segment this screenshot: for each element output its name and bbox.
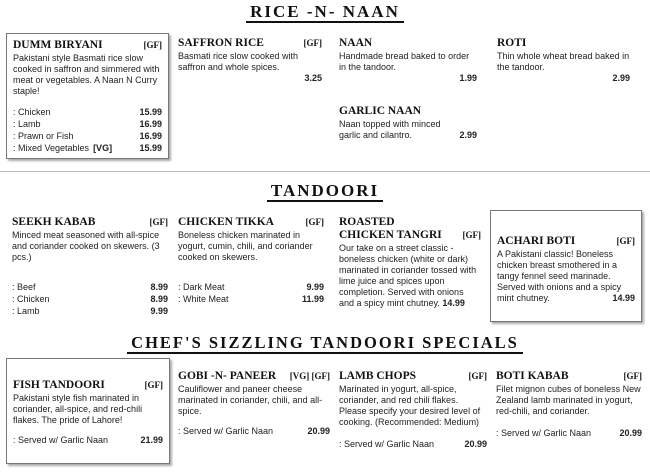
option-row: : Lamb 9.99 [12,306,168,316]
option-row: : Dark Meat 9.99 [178,282,324,292]
item-description: Cauliflower and paneer cheese marinated in coriander, chili, and all-spice. [178,384,323,416]
menu-item-garlic-naan: GARLIC NAAN Naan topped with minced garlic and cilantro. 2.99 [339,105,477,140]
menu-item-saffron-rice: SAFFRON RICE [GF] Basmati rice slow cooked with saffron and whole spices. 3.25 [178,37,322,83]
option-row: : Prawn or Fish 16.99 [13,131,162,141]
section-title-specials: CHEF'S SIZZLING TANDOORI SPECIALS [0,333,650,353]
menu-item-seekh-kabab: SEEKH KABAB [GF] Minced meat seasoned with all-spice and coriander cooked on skewers. (3 pcs.) : Beef 8.99 : Chicken 8.99 : Lamb 9.99 [12,216,168,316]
menu-item-boti-kabab: BOTI KABAB [GF] Filet mignon cubes of boneless New Zealand lamb marinated in yogurt, red-chili, and coriander. : Served w/ Garlic Naan 20.99 [496,370,642,438]
item-price: 1.99 [459,73,477,83]
option-row: : Beef 8.99 [12,282,168,292]
item-description: Thin whole wheat bread baked in the tandoor. [497,51,630,72]
menu-item-chicken-tikka: CHICKEN TIKKA [GF] Boneless chicken marinated in yogurt, cumin, chili, and coriander cooked on skewers. : Dark Meat 9.99 : White Meat 11.99 [178,216,324,304]
menu-item-roasted-chicken-tangri: ROASTED CHICKEN TANGRI [GF] Our take on a street classic - boneless chicken (white or dark) marinated in coriander tossed with lime juice and spices upon completion. Served with onions and a spicy mint chutney. 14.99 [339,216,481,308]
menu-item-fish-tandoori: FISH TANDOORI [GF] Pakistani style fish marinated in coriander, all-spice, and red-chili flakes. The pride of Lahore! : Served w/ Garlic Naan 21.99 [6,358,170,464]
dietary-tag: [GF] [143,40,162,50]
option-row: : Mixed Vegetables [VG] 15.99 [13,143,162,153]
item-price: 20.99 [464,439,487,449]
item-description: Marinated in yogurt, all-spice, coriander, and red chili flakes. Please specify your desired level of cooking. (Recommended: Medium) [339,384,481,427]
item-description: Boneless chicken marinated in yogurt, cumin, chili, and coriander cooked on skewers. [178,230,313,262]
item-price: 2.99 [612,73,630,83]
price-options [13,106,162,154]
item-price: 2.99 [459,130,477,140]
menu-item-gobi-n-paneer: GOBI -N- PANEER [VG] [GF] Cauliflower and paneer cheese marinated in coriander, chili, and all-spice. : Served w/ Garlic Naan 20.99 [178,370,330,436]
item-price: 3.25 [304,73,322,83]
option-row: : Chicken 15.99 [13,107,162,117]
item-description: Naan topped with minced garlic and cilantro. [339,119,441,140]
item-description: Pakistani style Basmati rice slow cooked in saffron and simmered with meat or vegetables. A Naan N Curry staple! [13,53,160,96]
item-description: Pakistani style fish marinated in coriander, all-spice, and red-chili flakes. The pride of Lahore! [13,393,143,425]
item-name: DUMM BIRYANI [13,39,103,51]
menu-item-roti: ROTI Thin whole wheat bread baked in the tandoor. 2.99 [497,37,630,83]
item-price: 14.99 [612,293,635,303]
item-price: 20.99 [619,428,642,438]
option-row: : Chicken 8.99 [12,294,168,304]
menu-item-dumm-biryani [6,33,169,159]
option-row: : Lamb 16.99 [13,119,162,129]
menu-item-lamb-chops: LAMB CHOPS [GF] Marinated in yogurt, all-spice, coriander, and red chili flakes. Please specify your desired level of cooking. (Recommended: Medium) : Served w/ Garlic Naan 20.99 [339,370,487,449]
section-title-tandoori: TANDOORI [0,181,650,201]
item-description: Basmati rice slow cooked with saffron and whole spices. [178,51,299,72]
option-row: : White Meat 11.99 [178,294,324,304]
item-description: Minced meat seasoned with all-spice and coriander cooked on skewers. (3 pcs.) [12,230,160,262]
item-description: Filet mignon cubes of boneless New Zealand lamb marinated in yogurt, red-chili, and coriander. [496,384,641,416]
item-description: Handmade bread baked to order in the tandoor. [339,51,470,72]
menu-item-achari-boti: ACHARI BOTI [GF] A Pakistani classic! Boneless chicken breast smothered in a tangy fennel seed marinade. Served with onions and a spicy mint chutney. 14.99 [490,210,642,322]
item-price: 21.99 [140,435,163,445]
divider [0,171,650,172]
item-price: 20.99 [307,426,330,436]
menu-item-naan: NAAN Handmade bread baked to order in the tandoor. 1.99 [339,37,477,83]
item-price: 14.99 [442,298,465,308]
item-description: Our take on a street classic - boneless chicken (white or dark) marinated in coriander tossed with lime juice and spices upon completion. Served with onions and a spicy mint chutney. 14.99 [339,243,477,308]
item-description: A Pakistani classic! Boneless chicken breast smothered in a tangy fennel seed marinade. Served with onions and a spicy mint chutney. [497,249,622,303]
section-title-rice-naan: RICE -N- NAAN [0,2,650,22]
